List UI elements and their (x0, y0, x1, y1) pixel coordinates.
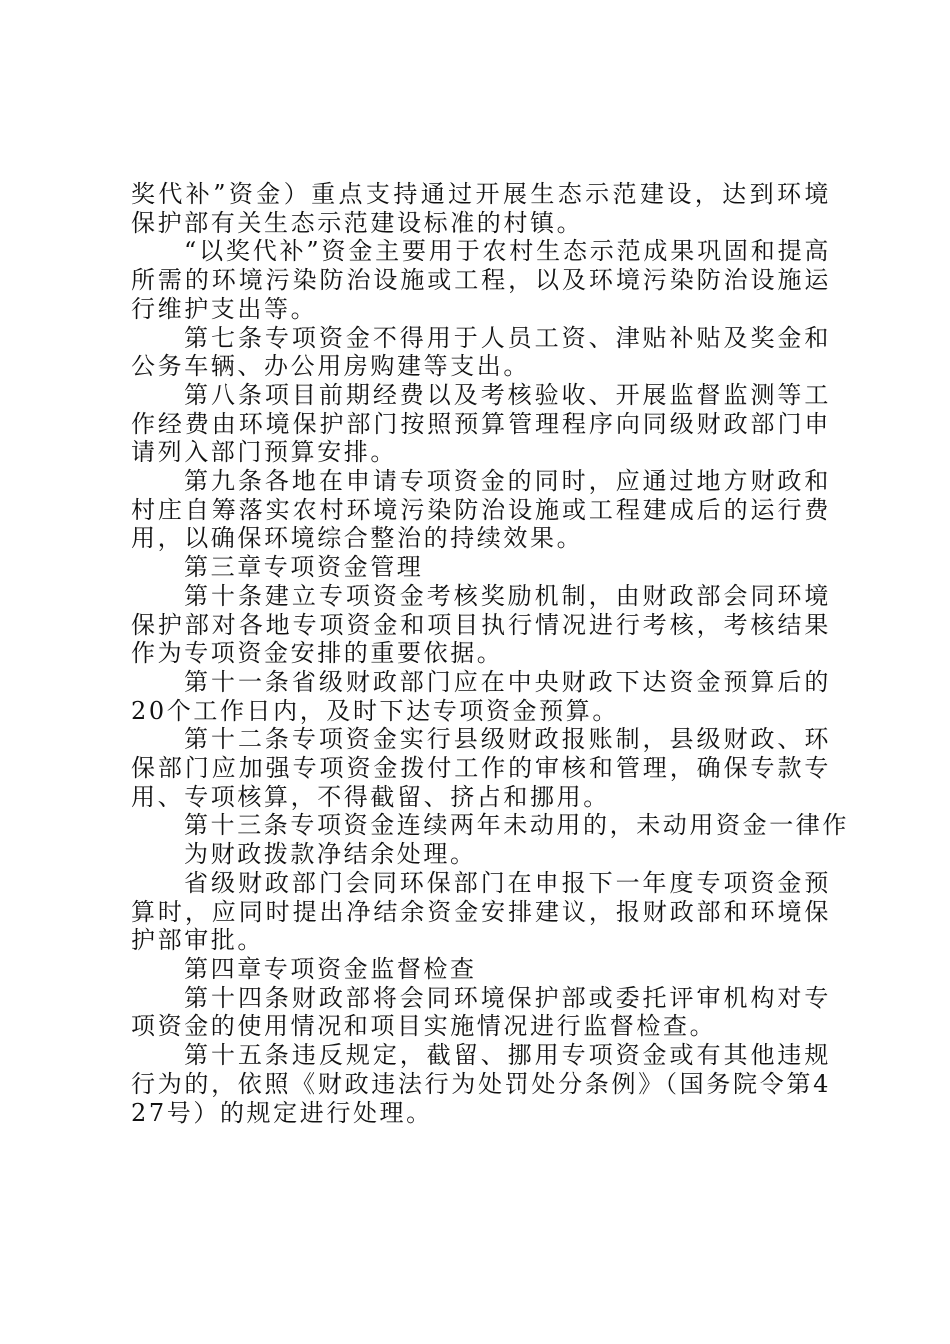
paragraph: 第九条各地在申请专项资金的同时，应通过地方财政和村庄自筹落实农村环境污染防治设施或工程建成后的运行费用，以确保环境综合整治的持续效果。 (131, 467, 831, 553)
chapter-heading: 第四章专项资金监督检查 (184, 954, 477, 983)
paragraph: 第十四条财政部将会同环境保护部或委托评审机构对专项资金的使用情况和项目实施情况进行监督检查。 (131, 983, 831, 1041)
paragraph: “以奖代补”资金主要用于农村生态示范成果巩固和提高所需的环境污染防治设施或工程，以及环境污染防治设施运行维护支出等。 (131, 237, 831, 323)
chapter-heading: 第三章专项资金管理 (184, 553, 424, 582)
paragraph: 第七条专项资金不得用于人员工资、津贴补贴及奖金和公务车辆、办公用房购建等支出。 (131, 323, 831, 381)
paragraph: 奖代补”资金）重点支持通过开展生态示范建设，达到环境保护部有关生态示范建设标准的村镇。 (131, 180, 831, 237)
paragraph-continuation: 为财政拨款净结余处理。 (184, 840, 477, 869)
paragraph: 第十五条违反规定，截留、挪用专项资金或有其他违规行为的，依照《财政违法行为处罚处分条例》（国务院令第427号）的规定进行处理。 (131, 1041, 831, 1127)
paragraph: 第八条项目前期经费以及考核验收、开展监督监测等工作经费由环境保护部门按照预算管理程序向同级财政部门申请列入部门预算安排。 (131, 380, 831, 467)
paragraph: 第十二条专项资金实行县级财政报账制，县级财政、环保部门应加强专项资金拨付工作的审核和管理，确保专款专用、专项核算，不得截留、挤占和挪用。 (131, 725, 831, 811)
paragraph: 第十条建立专项资金考核奖励机制，由财政部会同环境保护部对各地专项资金和项目执行情况进行考核，考核结果作为专项资金安排的重要依据。 (131, 581, 831, 668)
paragraph: 省级财政部门会同环保部门在申报下一年度专项资金预算时，应同时提出净结余资金安排建议，报财政部和环境保护部审批。 (131, 868, 831, 955)
paragraph: 第十一条省级财政部门应在中央财政下达资金预算后的20个工作日内，及时下达专项资金预算。 (131, 667, 831, 725)
paragraph: 第十三条专项资金连续两年未动用的，未动用资金一律作 (184, 811, 849, 840)
document-body (131, 180, 849, 1127)
